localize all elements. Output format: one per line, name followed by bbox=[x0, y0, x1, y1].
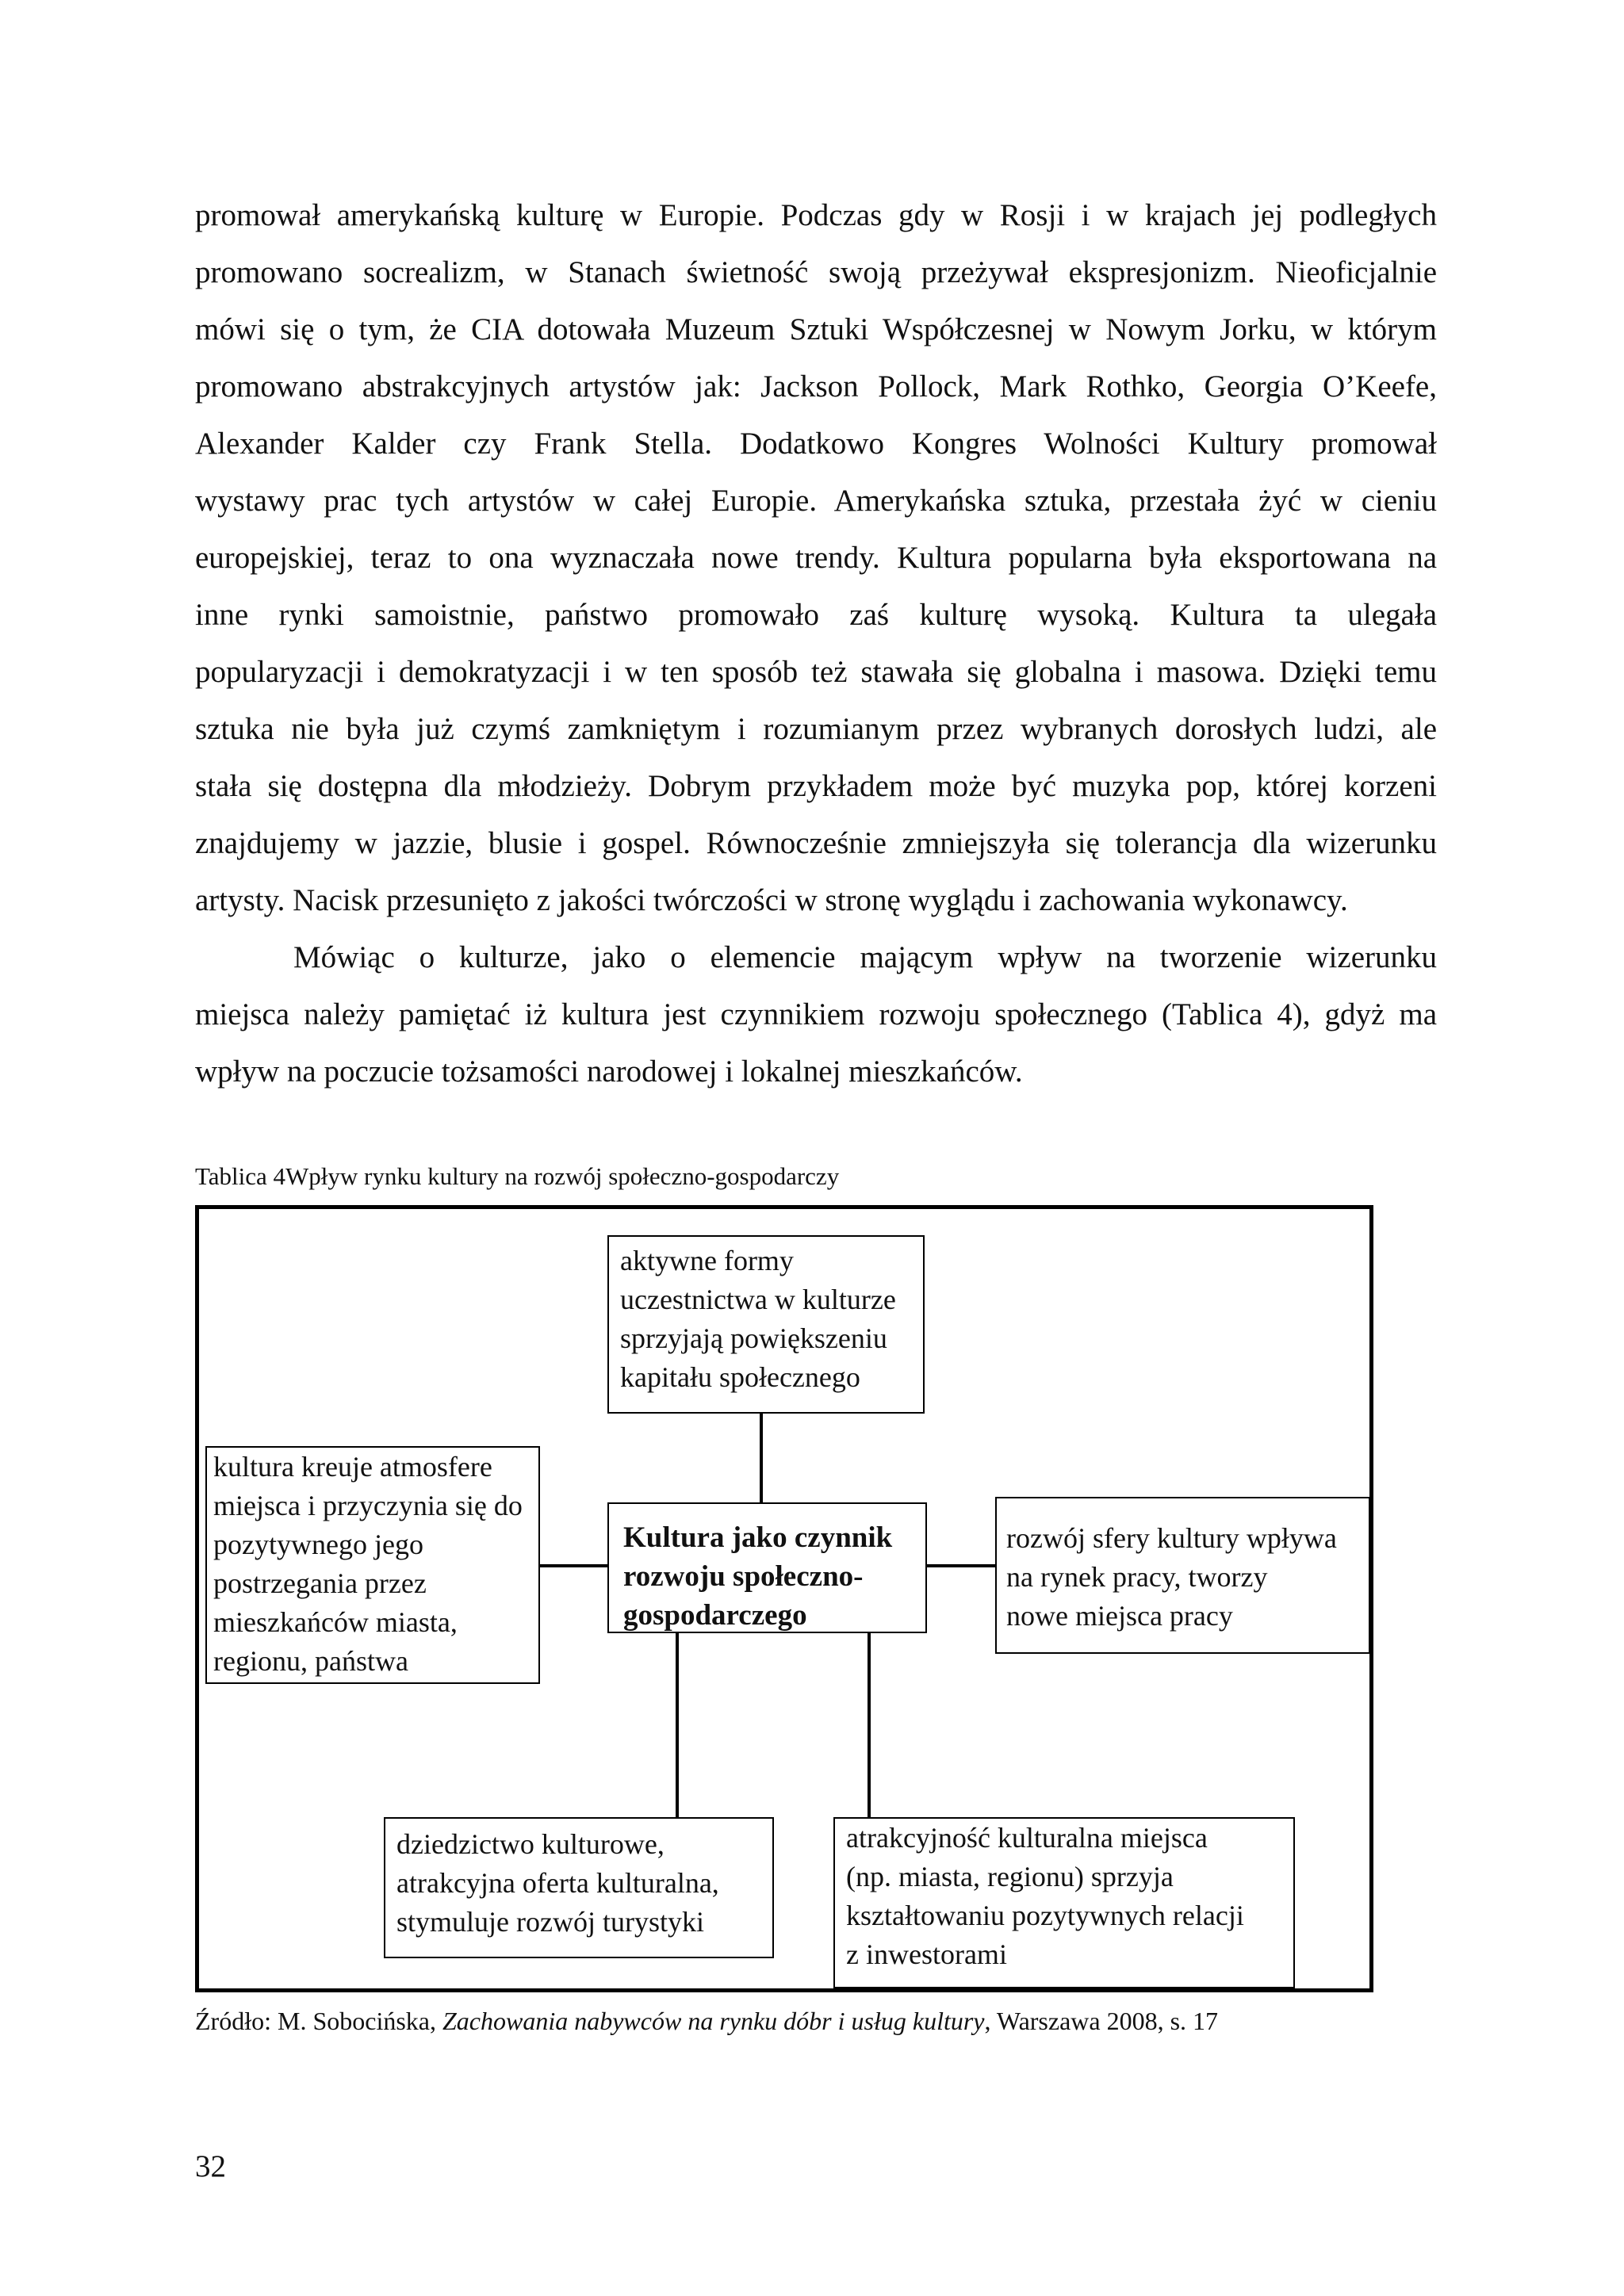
text-line: znajdujemy w jazzie, blusie i gospel. Równocześnie zmniejszyła się tolerancja dla wizerunku bbox=[195, 826, 1437, 860]
bottom-right-box-attractiveness bbox=[833, 1817, 1295, 1988]
center-box-culture-factor bbox=[607, 1502, 927, 1633]
box-line: rozwój sfery kultury wpływa bbox=[1006, 1522, 1337, 1554]
box-line: z inwestorami bbox=[846, 1938, 1007, 1970]
source-suffix: , Warszawa 2008, s. 17 bbox=[984, 2007, 1219, 2035]
figure-source bbox=[195, 2007, 1218, 2036]
left-box-atmosphere bbox=[205, 1446, 540, 1684]
text-line: wystawy prac tych artystów w całej Europie. Amerykańska sztuka, przestała żyć w cieniu bbox=[195, 484, 1437, 518]
box-line: atrakcyjna oferta kulturalna, bbox=[396, 1867, 719, 1899]
box-line: gospodarczego bbox=[623, 1599, 807, 1632]
box-line: sprzyjają powiększeniu bbox=[620, 1322, 887, 1354]
paragraph-2 bbox=[195, 929, 1437, 1100]
text-line: promował amerykańską kulturę w Europie. Podczas gdy w Rosji i w krajach jej podległych bbox=[195, 198, 1437, 232]
text-line: popularyzacji i demokratyzacji i w ten sposób też stawała się globalna i masowa. Dzięki temu bbox=[195, 655, 1437, 689]
box-line: pozytywnego jego bbox=[213, 1529, 423, 1560]
bottom-left-box-heritage bbox=[384, 1817, 774, 1958]
box-line: Kultura jako czynnik bbox=[623, 1521, 893, 1554]
diagram-frame bbox=[195, 1205, 1373, 1992]
source-prefix: Źródło: M. Sobocińska, bbox=[195, 2007, 442, 2035]
text-line: europejskiej, teraz to ona wyznaczała nowe trendy. Kultura popularna była eksportowana na bbox=[195, 541, 1437, 575]
text-line: artysty. Nacisk przesunięto z jakości twórczości w stronę wyglądu i zachowania wykonawcy. bbox=[195, 883, 1348, 917]
box-line: rozwoju społeczno- bbox=[623, 1560, 864, 1593]
box-line: na rynek pracy, tworzy bbox=[1006, 1561, 1268, 1593]
box-line: nowe miejsca pracy bbox=[1006, 1600, 1233, 1632]
box-line: postrzegania przez bbox=[213, 1567, 427, 1599]
box-line: regionu, państwa bbox=[213, 1645, 408, 1677]
text-line: promowano socrealizm, w Stanach świetność swoją przeżywał ekspresjonizm. Nieoficjalnie bbox=[195, 255, 1437, 289]
connector-bottom-left bbox=[676, 1633, 679, 1817]
box-line: kształtowaniu pozytywnych relacji bbox=[846, 1900, 1244, 1931]
text-line: Alexander Kalder czy Frank Stella. Dodatkowo Kongres Wolności Kultury promował bbox=[195, 427, 1437, 461]
text-line: stała się dostępna dla młodzieży. Dobrym przykładem może być muzyka pop, której korzeni bbox=[195, 769, 1437, 803]
text-line: promowano abstrakcyjnych artystów jak: Jackson Pollock, Mark Rothko, Georgia O’Keefe, bbox=[195, 369, 1437, 404]
text-line: miejsca należy pamiętać iż kultura jest czynnikiem rozwoju społecznego (Tablica 4), gdyż ma bbox=[195, 997, 1437, 1031]
box-line: mieszkańców miasta, bbox=[213, 1606, 458, 1638]
connector-top bbox=[760, 1414, 763, 1502]
box-line: dziedzictwo kulturowe, bbox=[396, 1828, 665, 1860]
box-line: (np. miasta, regionu) sprzyja bbox=[846, 1861, 1174, 1892]
top-box-participation bbox=[607, 1235, 925, 1414]
right-box-labor-market bbox=[995, 1497, 1370, 1654]
page-number: 32 bbox=[195, 2149, 226, 2183]
box-line: kapitału społecznego bbox=[620, 1361, 860, 1393]
text-line: inne rynki samoistnie, państwo promowało zaś kulturę wysoką. Kultura ta ulegała bbox=[195, 598, 1437, 632]
source-title: Zachowania nabywców na rynku dóbr i usług kultury bbox=[442, 2007, 985, 2035]
text-line: Mówiąc o kulturze, jako o elemencie mającym wpływ na tworzenie wizerunku bbox=[293, 940, 1437, 974]
box-line: stymuluje rozwój turystyki bbox=[396, 1906, 704, 1938]
figure-caption: Tablica 4Wpływ rynku kultury na rozwój społeczno-gospodarczy bbox=[195, 1162, 840, 1190]
text-line: mówi się o tym, że CIA dotowała Muzeum Sztuki Współczesnej w Nowym Jorku, w którym bbox=[195, 312, 1437, 346]
box-line: miejsca i przyczynia się do bbox=[213, 1490, 523, 1521]
box-line: kultura kreuje atmosfere bbox=[213, 1451, 492, 1483]
box-line: aktywne formy bbox=[620, 1245, 794, 1276]
text-line: sztuka nie była już czymś zamkniętym i rozumianym przez wybranych dorosłych ludzi, ale bbox=[195, 712, 1437, 746]
connector-bottom-right bbox=[868, 1633, 871, 1817]
connector-left bbox=[540, 1564, 607, 1567]
text-line: wpływ na poczucie tożsamości narodowej i lokalnej mieszkańców. bbox=[195, 1054, 1023, 1089]
connector-right bbox=[927, 1564, 995, 1567]
box-line: uczestnictwa w kulturze bbox=[620, 1284, 896, 1315]
box-line: atrakcyjność kulturalna miejsca bbox=[846, 1822, 1208, 1854]
paragraph-1 bbox=[195, 187, 1437, 929]
